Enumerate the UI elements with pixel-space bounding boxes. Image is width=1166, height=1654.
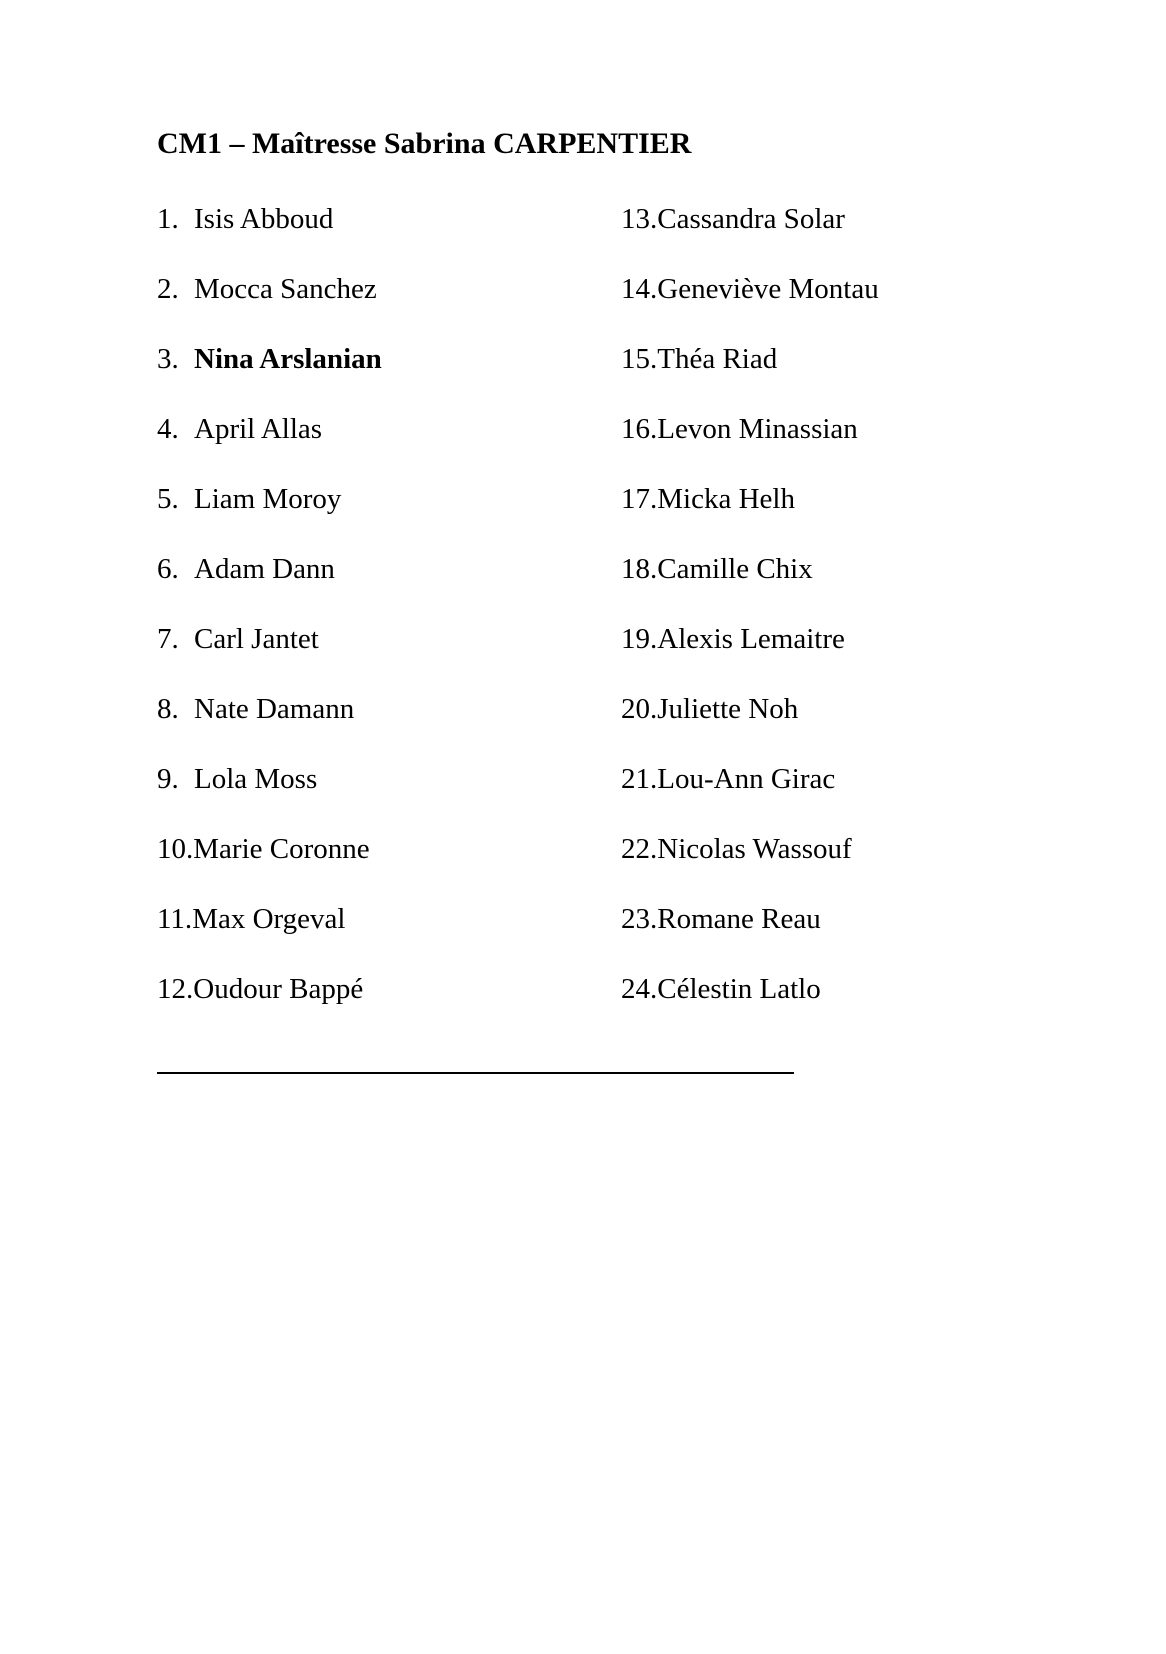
student-name: Carl Jantet [194, 623, 319, 655]
student-name: Alexis Lemaitre [657, 623, 845, 655]
student-number: 10. [157, 833, 194, 865]
student-name: Nate Damann [194, 693, 355, 725]
student-item [157, 340, 597, 410]
student-number: 23. [621, 903, 658, 935]
student-item [621, 690, 1061, 760]
student-number: 3. [157, 343, 179, 375]
student-name: Camille Chix [657, 553, 813, 585]
student-item [157, 410, 597, 480]
student-name: Levon Minassian [657, 413, 858, 445]
student-name: Romane Reau [657, 903, 821, 935]
student-item [621, 200, 1061, 270]
student-number: 18. [621, 553, 658, 585]
student-name: Micka Helh [657, 483, 795, 515]
student-number: 1. [157, 203, 179, 235]
student-name: Oudour Bappé [193, 973, 364, 1005]
student-number: 7. [157, 623, 179, 655]
student-item [621, 410, 1061, 480]
student-number: 12. [157, 973, 194, 1005]
student-name: Mocca Sanchez [194, 273, 377, 305]
student-name: Juliette Noh [657, 693, 799, 725]
student-item [621, 760, 1061, 830]
student-name: Cassandra Solar [657, 203, 845, 235]
student-item [157, 900, 597, 970]
student-name: Liam Moroy [194, 483, 342, 515]
student-number: 17. [621, 483, 658, 515]
student-item [621, 270, 1061, 340]
student-number: 8. [157, 693, 179, 725]
student-number: 6. [157, 553, 179, 585]
student-item [157, 620, 597, 690]
student-item [157, 690, 597, 760]
student-item [157, 480, 597, 550]
student-item [621, 620, 1061, 690]
student-number: 22. [621, 833, 658, 865]
student-list-right [621, 200, 1061, 1040]
student-item [621, 900, 1061, 970]
student-number: 13. [621, 203, 658, 235]
student-item [621, 970, 1061, 1040]
student-name: Nicolas Wassouf [657, 833, 852, 865]
student-name: Marie Coronne [193, 833, 370, 865]
student-list-left [157, 200, 597, 1040]
student-name: Isis Abboud [194, 203, 334, 235]
student-number: 5. [157, 483, 179, 515]
student-name: Nina Arslanian [194, 343, 382, 375]
student-item [157, 270, 597, 340]
student-name: Lola Moss [194, 763, 318, 795]
student-number: 14. [621, 273, 658, 305]
student-name: Théa Riad [657, 343, 778, 375]
student-name: Célestin Latlo [657, 973, 821, 1005]
class-title: CM1 – Maîtresse Sabrina CARPENTIER [157, 127, 692, 160]
student-number: 16. [621, 413, 658, 445]
student-number: 20. [621, 693, 658, 725]
student-item [157, 550, 597, 620]
student-number: 21. [621, 763, 658, 795]
student-name: Geneviève Montau [657, 273, 879, 305]
student-item [157, 200, 597, 270]
student-number: 24. [621, 973, 658, 1005]
student-item [157, 760, 597, 830]
student-number: 11. [157, 903, 193, 935]
student-number: 19. [621, 623, 658, 655]
student-item [621, 550, 1061, 620]
student-name: Max Orgeval [192, 903, 346, 935]
student-name: April Allas [194, 413, 323, 445]
student-number: 2. [157, 273, 179, 305]
student-item [621, 480, 1061, 550]
student-name: Adam Dann [194, 553, 335, 585]
student-number: 9. [157, 763, 179, 795]
student-number: 4. [157, 413, 179, 445]
student-item [157, 830, 597, 900]
student-name: Lou-Ann Girac [657, 763, 836, 795]
signature-line [157, 1072, 794, 1074]
student-item [621, 830, 1061, 900]
student-number: 15. [621, 343, 658, 375]
student-item [157, 970, 597, 1040]
student-item [621, 340, 1061, 410]
